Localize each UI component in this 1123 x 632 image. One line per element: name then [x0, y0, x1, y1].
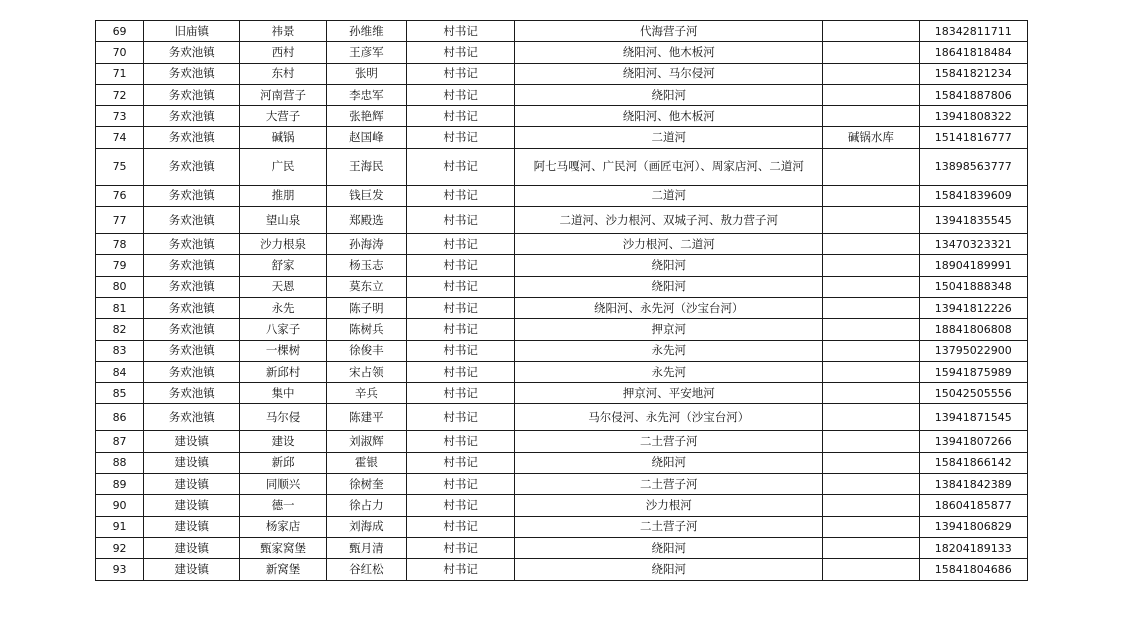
row-number-cell: 86	[96, 404, 144, 431]
table-row	[96, 537, 1028, 558]
village-cell: 河南营子	[240, 84, 326, 105]
phone-cell: 15841887806	[919, 84, 1027, 105]
row-number-cell: 75	[96, 148, 144, 185]
town-cell: 务欢池镇	[144, 84, 240, 105]
town-cell: 务欢池镇	[144, 276, 240, 297]
phone-cell: 15841821234	[919, 63, 1027, 84]
town-cell: 务欢池镇	[144, 404, 240, 431]
position-cell: 村书记	[406, 474, 514, 495]
position-cell: 村书记	[406, 84, 514, 105]
village-cell: 新邱	[240, 452, 326, 473]
table-row	[96, 42, 1028, 63]
village-cell: 永先	[240, 297, 326, 318]
town-cell: 务欢池镇	[144, 383, 240, 404]
secretary-name-cell: 宋占领	[326, 361, 406, 382]
reservoir-cell	[823, 276, 919, 297]
reservoir-cell	[823, 495, 919, 516]
table-row	[96, 207, 1028, 234]
rivers-cell: 绕阳河	[515, 537, 823, 558]
village-cell: 舒家	[240, 255, 326, 276]
secretary-name-cell: 徐树奎	[326, 474, 406, 495]
village-cell: 推朋	[240, 185, 326, 206]
position-cell: 村书记	[406, 127, 514, 148]
table-row	[96, 319, 1028, 340]
row-number-cell: 70	[96, 42, 144, 63]
village-cell: 德一	[240, 495, 326, 516]
rivers-cell: 二土营子河	[515, 474, 823, 495]
rivers-cell: 二道河、沙力根河、双城子河、敖力营子河	[515, 207, 823, 234]
phone-cell: 18641818484	[919, 42, 1027, 63]
town-cell: 务欢池镇	[144, 255, 240, 276]
rivers-cell: 绕阳河、永先河（沙宝台河）	[515, 297, 823, 318]
rivers-cell: 绕阳河	[515, 255, 823, 276]
village-cell: 天恩	[240, 276, 326, 297]
table-row	[96, 474, 1028, 495]
rivers-cell: 马尔侵河、永先河（沙宝台河）	[515, 404, 823, 431]
secretary-name-cell: 谷红松	[326, 559, 406, 580]
phone-cell: 13898563777	[919, 148, 1027, 185]
secretary-name-cell: 赵国峰	[326, 127, 406, 148]
phone-cell: 13795022900	[919, 340, 1027, 361]
village-cell: 建设	[240, 431, 326, 452]
position-cell: 村书记	[406, 361, 514, 382]
table-row	[96, 495, 1028, 516]
town-cell: 务欢池镇	[144, 361, 240, 382]
phone-cell: 18604185877	[919, 495, 1027, 516]
reservoir-cell	[823, 537, 919, 558]
position-cell: 村书记	[406, 404, 514, 431]
reservoir-cell	[823, 148, 919, 185]
row-number-cell: 73	[96, 106, 144, 127]
table-row	[96, 340, 1028, 361]
row-number-cell: 77	[96, 207, 144, 234]
rivers-cell: 绕阳河	[515, 452, 823, 473]
rivers-cell: 绕阳河	[515, 84, 823, 105]
town-cell: 务欢池镇	[144, 234, 240, 255]
town-cell: 建设镇	[144, 537, 240, 558]
town-cell: 建设镇	[144, 495, 240, 516]
phone-cell: 13841842389	[919, 474, 1027, 495]
rivers-cell: 永先河	[515, 340, 823, 361]
rivers-cell: 沙力根河	[515, 495, 823, 516]
rivers-cell: 绕阳河	[515, 276, 823, 297]
rivers-cell: 绕阳河、马尔侵河	[515, 63, 823, 84]
table-row	[96, 516, 1028, 537]
village-cell: 祎景	[240, 21, 326, 42]
table-row	[96, 106, 1028, 127]
phone-cell: 18204189133	[919, 537, 1027, 558]
row-number-cell: 84	[96, 361, 144, 382]
secretary-name-cell: 霍银	[326, 452, 406, 473]
reservoir-cell	[823, 559, 919, 580]
secretary-name-cell: 辛兵	[326, 383, 406, 404]
position-cell: 村书记	[406, 21, 514, 42]
phone-cell: 18904189991	[919, 255, 1027, 276]
reservoir-cell	[823, 383, 919, 404]
position-cell: 村书记	[406, 185, 514, 206]
town-cell: 务欢池镇	[144, 297, 240, 318]
town-cell: 旧庙镇	[144, 21, 240, 42]
phone-cell: 15841839609	[919, 185, 1027, 206]
table-row	[96, 404, 1028, 431]
position-cell: 村书记	[406, 537, 514, 558]
village-cell: 八家子	[240, 319, 326, 340]
reservoir-cell	[823, 361, 919, 382]
village-cell: 沙力根泉	[240, 234, 326, 255]
phone-cell: 15841804686	[919, 559, 1027, 580]
village-cell: 甄家窝堡	[240, 537, 326, 558]
village-cell: 广民	[240, 148, 326, 185]
secretary-name-cell: 张艳辉	[326, 106, 406, 127]
reservoir-cell	[823, 84, 919, 105]
reservoir-cell	[823, 474, 919, 495]
secretary-name-cell: 李忠军	[326, 84, 406, 105]
table-row	[96, 297, 1028, 318]
table-row	[96, 148, 1028, 185]
rivers-cell: 绕阳河、他木板河	[515, 42, 823, 63]
secretary-name-cell: 王海民	[326, 148, 406, 185]
town-cell: 务欢池镇	[144, 127, 240, 148]
reservoir-cell	[823, 234, 919, 255]
phone-cell: 13941808322	[919, 106, 1027, 127]
town-cell: 务欢池镇	[144, 340, 240, 361]
rivers-cell: 绕阳河、他木板河	[515, 106, 823, 127]
village-cell: 碱锅	[240, 127, 326, 148]
row-number-cell: 81	[96, 297, 144, 318]
phone-cell: 13941871545	[919, 404, 1027, 431]
phone-cell: 13941835545	[919, 207, 1027, 234]
town-cell: 务欢池镇	[144, 148, 240, 185]
position-cell: 村书记	[406, 340, 514, 361]
secretary-name-cell: 孙维维	[326, 21, 406, 42]
reservoir-cell	[823, 185, 919, 206]
position-cell: 村书记	[406, 106, 514, 127]
reservoir-cell	[823, 106, 919, 127]
secretary-name-cell: 刘淑辉	[326, 431, 406, 452]
position-cell: 村书记	[406, 452, 514, 473]
secretary-name-cell: 孙海涛	[326, 234, 406, 255]
phone-cell: 13470323321	[919, 234, 1027, 255]
table-row	[96, 361, 1028, 382]
rivers-cell: 永先河	[515, 361, 823, 382]
reservoir-cell	[823, 297, 919, 318]
table-row	[96, 452, 1028, 473]
village-cell: 马尔侵	[240, 404, 326, 431]
town-cell: 务欢池镇	[144, 319, 240, 340]
secretary-name-cell: 陈建平	[326, 404, 406, 431]
reservoir-cell	[823, 63, 919, 84]
row-number-cell: 82	[96, 319, 144, 340]
village-cell: 望山泉	[240, 207, 326, 234]
position-cell: 村书记	[406, 42, 514, 63]
reservoir-cell	[823, 516, 919, 537]
secretary-name-cell: 陈子明	[326, 297, 406, 318]
village-cell: 大营子	[240, 106, 326, 127]
reservoir-cell	[823, 340, 919, 361]
rivers-cell: 阿七马嘎河、广民河（画匠屯河）、周家店河、二道河	[515, 148, 823, 185]
phone-cell: 15941875989	[919, 361, 1027, 382]
row-number-cell: 71	[96, 63, 144, 84]
reservoir-cell: 碱锅水库	[823, 127, 919, 148]
phone-cell: 13941807266	[919, 431, 1027, 452]
reservoir-cell	[823, 255, 919, 276]
phone-cell: 15042505556	[919, 383, 1027, 404]
row-number-cell: 74	[96, 127, 144, 148]
secretary-name-cell: 郑殿选	[326, 207, 406, 234]
town-cell: 务欢池镇	[144, 185, 240, 206]
rivers-cell: 二土营子河	[515, 431, 823, 452]
reservoir-cell	[823, 42, 919, 63]
table-row	[96, 84, 1028, 105]
secretary-name-cell: 杨玉志	[326, 255, 406, 276]
row-number-cell: 78	[96, 234, 144, 255]
table-row	[96, 559, 1028, 580]
row-number-cell: 80	[96, 276, 144, 297]
position-cell: 村书记	[406, 148, 514, 185]
position-cell: 村书记	[406, 276, 514, 297]
position-cell: 村书记	[406, 63, 514, 84]
table-row	[96, 63, 1028, 84]
row-number-cell: 79	[96, 255, 144, 276]
table-row	[96, 234, 1028, 255]
phone-cell: 15141816777	[919, 127, 1027, 148]
rivers-cell: 二道河	[515, 185, 823, 206]
village-cell: 杨家店	[240, 516, 326, 537]
row-number-cell: 93	[96, 559, 144, 580]
table-body	[96, 21, 1028, 581]
secretary-name-cell: 刘海成	[326, 516, 406, 537]
position-cell: 村书记	[406, 297, 514, 318]
rivers-cell: 绕阳河	[515, 559, 823, 580]
village-cell: 一棵树	[240, 340, 326, 361]
phone-cell: 13941806829	[919, 516, 1027, 537]
row-number-cell: 88	[96, 452, 144, 473]
reservoir-cell	[823, 21, 919, 42]
rivers-cell: 代海营子河	[515, 21, 823, 42]
table-row	[96, 276, 1028, 297]
town-cell: 建设镇	[144, 431, 240, 452]
town-cell: 务欢池镇	[144, 63, 240, 84]
phone-cell: 18342811711	[919, 21, 1027, 42]
position-cell: 村书记	[406, 431, 514, 452]
rivers-cell: 押京河、平安地河	[515, 383, 823, 404]
rivers-cell: 二道河	[515, 127, 823, 148]
reservoir-cell	[823, 207, 919, 234]
position-cell: 村书记	[406, 383, 514, 404]
table-row	[96, 21, 1028, 42]
row-number-cell: 69	[96, 21, 144, 42]
table-row	[96, 185, 1028, 206]
village-cell: 西村	[240, 42, 326, 63]
town-cell: 务欢池镇	[144, 42, 240, 63]
table-row	[96, 431, 1028, 452]
village-secretary-table	[95, 20, 1028, 581]
table-row	[96, 255, 1028, 276]
secretary-name-cell: 陈树兵	[326, 319, 406, 340]
position-cell: 村书记	[406, 234, 514, 255]
secretary-name-cell: 张明	[326, 63, 406, 84]
table-row	[96, 383, 1028, 404]
row-number-cell: 89	[96, 474, 144, 495]
village-cell: 东村	[240, 63, 326, 84]
row-number-cell: 85	[96, 383, 144, 404]
row-number-cell: 90	[96, 495, 144, 516]
phone-cell: 15041888348	[919, 276, 1027, 297]
position-cell: 村书记	[406, 516, 514, 537]
row-number-cell: 92	[96, 537, 144, 558]
secretary-name-cell: 钱巨发	[326, 185, 406, 206]
reservoir-cell	[823, 404, 919, 431]
secretary-name-cell: 徐占力	[326, 495, 406, 516]
rivers-cell: 沙力根河、二道河	[515, 234, 823, 255]
position-cell: 村书记	[406, 559, 514, 580]
town-cell: 建设镇	[144, 559, 240, 580]
town-cell: 建设镇	[144, 452, 240, 473]
row-number-cell: 87	[96, 431, 144, 452]
town-cell: 建设镇	[144, 516, 240, 537]
town-cell: 务欢池镇	[144, 106, 240, 127]
reservoir-cell	[823, 452, 919, 473]
rivers-cell: 二土营子河	[515, 516, 823, 537]
town-cell: 务欢池镇	[144, 207, 240, 234]
phone-cell: 18841806808	[919, 319, 1027, 340]
village-cell: 新邱村	[240, 361, 326, 382]
secretary-name-cell: 王彦军	[326, 42, 406, 63]
reservoir-cell	[823, 319, 919, 340]
village-cell: 同顺兴	[240, 474, 326, 495]
secretary-name-cell: 莫东立	[326, 276, 406, 297]
row-number-cell: 72	[96, 84, 144, 105]
position-cell: 村书记	[406, 255, 514, 276]
phone-cell: 15841866142	[919, 452, 1027, 473]
reservoir-cell	[823, 431, 919, 452]
village-cell: 新窝堡	[240, 559, 326, 580]
village-cell: 集中	[240, 383, 326, 404]
rivers-cell: 押京河	[515, 319, 823, 340]
phone-cell: 13941812226	[919, 297, 1027, 318]
secretary-name-cell: 徐俊丰	[326, 340, 406, 361]
secretary-name-cell: 甄月清	[326, 537, 406, 558]
row-number-cell: 83	[96, 340, 144, 361]
position-cell: 村书记	[406, 319, 514, 340]
position-cell: 村书记	[406, 495, 514, 516]
position-cell: 村书记	[406, 207, 514, 234]
town-cell: 建设镇	[144, 474, 240, 495]
table-row	[96, 127, 1028, 148]
row-number-cell: 91	[96, 516, 144, 537]
row-number-cell: 76	[96, 185, 144, 206]
